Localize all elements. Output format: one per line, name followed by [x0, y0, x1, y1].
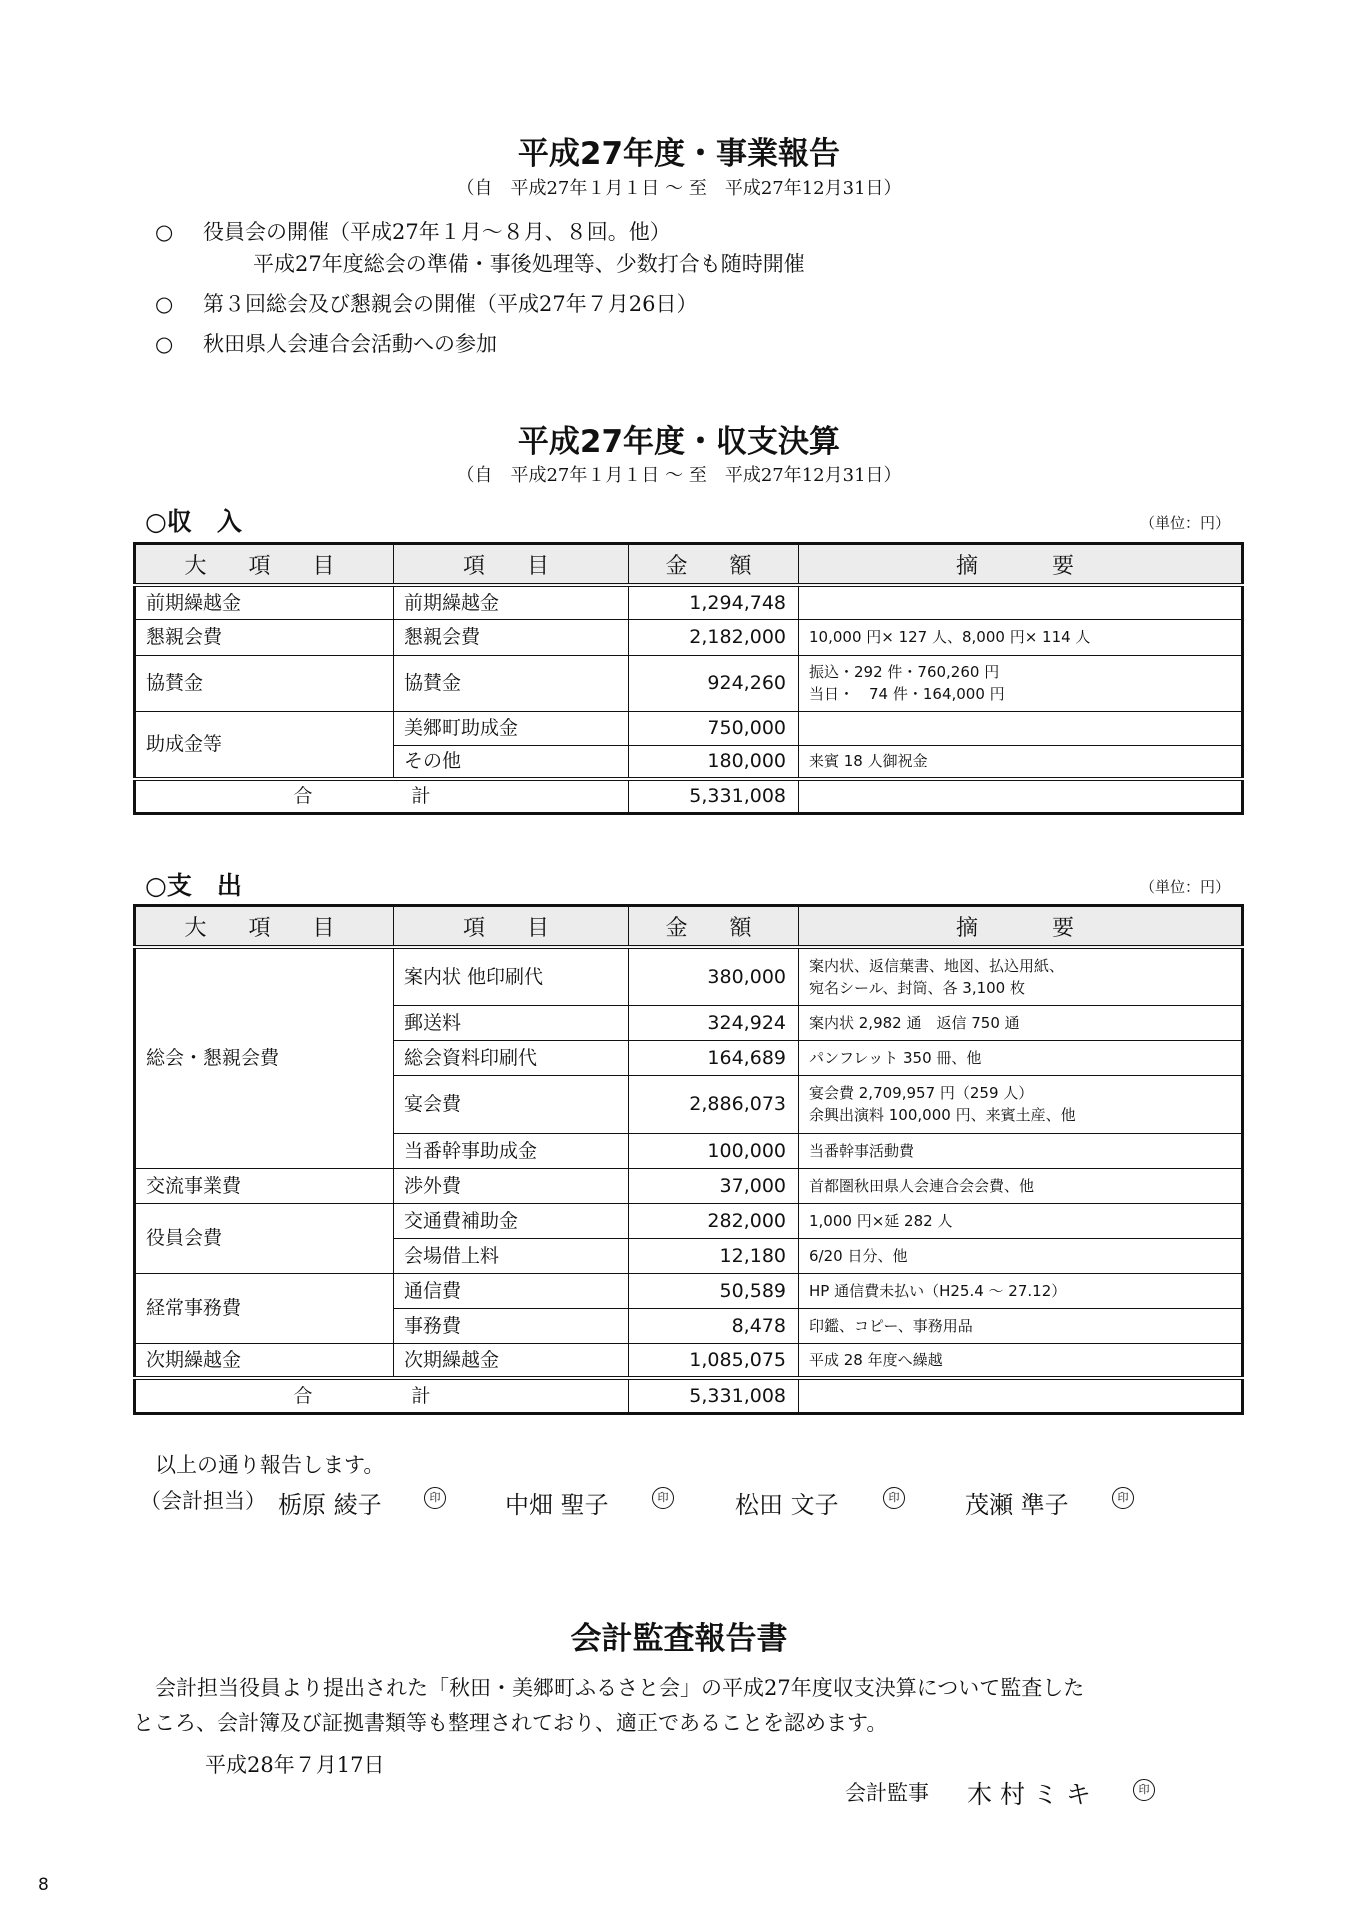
note-cell	[799, 1378, 1243, 1413]
category-cell: 助成金等	[135, 711, 394, 779]
note-cell: 10,000 円× 127 人、8,000 円× 114 人	[799, 619, 1243, 655]
note-line: 案内状、返信葉書、地図、払込用紙、	[809, 956, 1065, 975]
bullet-mark: ○	[155, 332, 174, 356]
signer-name: 栃原 綾子	[278, 1491, 382, 1519]
auditor-name: 木 村 ミ キ	[967, 1780, 1091, 1809]
note-cell: 当番幹事活動費	[799, 1133, 1243, 1168]
item-cell: 案内状 他印刷代	[394, 947, 629, 1005]
note-cell: パンフレット 350 冊、他	[799, 1040, 1243, 1075]
note-cell: 印鑑、コピー、事務用品	[799, 1308, 1243, 1343]
item-cell: 懇親会費	[394, 619, 629, 655]
amount-cell: 282,000	[629, 1203, 799, 1238]
report-item-text: 第３回総会及び懇親会の開催（平成27年７月26日）	[203, 292, 698, 316]
table-row	[135, 1168, 1243, 1203]
income-table	[133, 542, 1244, 815]
amount-cell: 180,000	[629, 745, 799, 779]
bullet-mark: ○	[155, 220, 174, 244]
note-line: 振込・292 件・760,260 円	[809, 663, 1000, 681]
note-cell	[799, 711, 1243, 745]
header-note: 摘 要	[799, 906, 1243, 948]
header-item: 項 目	[394, 906, 629, 948]
page-number: 8	[38, 1875, 49, 1895]
item-cell: 次期繰越金	[394, 1343, 629, 1378]
amount-cell: 100,000	[629, 1133, 799, 1168]
header-category: 大 項 目	[135, 906, 394, 948]
amount-cell: 12,180	[629, 1238, 799, 1273]
category-cell: 前期繰越金	[135, 585, 394, 619]
note-cell	[799, 1075, 1243, 1133]
total-amount: 5,331,008	[629, 1378, 799, 1413]
item-cell: 郵送料	[394, 1005, 629, 1040]
amount-cell: 37,000	[629, 1168, 799, 1203]
amount-cell: 2,886,073	[629, 1075, 799, 1133]
note-cell: 6/20 日分、他	[799, 1238, 1243, 1273]
amount-cell: 164,689	[629, 1040, 799, 1075]
signer-name: 中畑 聖子	[505, 1491, 609, 1519]
seal-mark: 印	[424, 1487, 446, 1509]
report-item	[155, 288, 697, 318]
category-cell: 総会・懇親会費	[135, 947, 394, 1168]
note-cell	[799, 779, 1243, 813]
table-header	[135, 544, 1243, 586]
signer-name: 茂瀬 準子	[965, 1491, 1069, 1519]
table-row	[135, 619, 1243, 655]
item-cell: 宴会費	[394, 1075, 629, 1133]
auditor-label: 会計監事	[845, 1781, 929, 1805]
header-amount: 金 額	[629, 544, 799, 586]
table-header	[135, 906, 1243, 948]
report-item	[155, 328, 497, 358]
table-row	[135, 947, 1243, 1005]
item-cell: 交通費補助金	[394, 1203, 629, 1238]
amount-cell: 50,589	[629, 1273, 799, 1308]
note-cell: 1,000 円×延 282 人	[799, 1203, 1243, 1238]
item-cell: 当番幹事助成金	[394, 1133, 629, 1168]
total-row	[135, 779, 1243, 813]
table-row	[135, 655, 1243, 711]
category-cell: 交流事業費	[135, 1168, 394, 1203]
note-line: 宛名シール、封筒、各 3,100 枚	[809, 978, 1025, 997]
header-amount: 金 額	[629, 906, 799, 948]
table-row	[135, 711, 1243, 745]
amount-cell: 324,924	[629, 1005, 799, 1040]
item-cell: 会場借上料	[394, 1238, 629, 1273]
header-category: 大 項 目	[135, 544, 394, 586]
amount-cell: 8,478	[629, 1308, 799, 1343]
note-cell	[799, 947, 1243, 1005]
item-cell: 前期繰越金	[394, 585, 629, 619]
note-line: 当日・ 74 件・164,000 円	[809, 685, 1005, 703]
amount-cell: 380,000	[629, 947, 799, 1005]
audit-text-line: ところ、会計簿及び証拠書類等も整理されており、適正であることを認めます。	[133, 1711, 888, 1735]
note-cell: 首都圏秋田県人会連合会会費、他	[799, 1168, 1243, 1203]
note-cell	[799, 655, 1243, 711]
header-item: 項 目	[394, 544, 629, 586]
item-cell: 事務費	[394, 1308, 629, 1343]
signers-label: （会計担当）	[140, 1489, 266, 1513]
report-title: 平成27年度・事業報告	[517, 136, 841, 172]
note-cell: HP 通信費未払い（H25.4 〜 27.12）	[799, 1273, 1243, 1308]
category-cell: 役員会費	[135, 1203, 394, 1273]
report-item-text: 役員会の開催（平成27年１月〜８月、８回。他）	[203, 220, 671, 244]
item-cell: 渉外費	[394, 1168, 629, 1203]
amount-cell: 924,260	[629, 655, 799, 711]
item-cell: 協賛金	[394, 655, 629, 711]
report-item	[155, 216, 671, 246]
seal-mark: 印	[1133, 1779, 1155, 1801]
report-item-text: 平成27年度総会の準備・事後処理等、少数打合も随時開催	[253, 252, 805, 276]
expense-table	[133, 904, 1244, 1415]
seal-mark: 印	[652, 1487, 674, 1509]
note-cell: 案内状 2,982 通 返信 750 通	[799, 1005, 1243, 1040]
note-line: 余興出演料 100,000 円、来賓土産、他	[809, 1106, 1076, 1124]
total-row	[135, 1378, 1243, 1413]
signer-name: 松田 文子	[735, 1491, 839, 1519]
audit-title: 会計監査報告書	[570, 1621, 788, 1657]
amount-cell: 1,294,748	[629, 585, 799, 619]
budget-period: （自 平成27年１月１日 〜 至 平成27年12月31日）	[456, 465, 902, 486]
amount-cell: 2,182,000	[629, 619, 799, 655]
bullet-mark: ○	[155, 292, 174, 316]
total-label: 合 計	[135, 779, 629, 813]
amount-cell: 750,000	[629, 711, 799, 745]
item-cell: 総会資料印刷代	[394, 1040, 629, 1075]
category-cell: 経常事務費	[135, 1273, 394, 1343]
report-item-text: 秋田県人会連合会活動への参加	[203, 332, 497, 356]
category-cell: 協賛金	[135, 655, 394, 711]
item-cell: その他	[394, 745, 629, 779]
seal-mark: 印	[883, 1487, 905, 1509]
audit-text-line: 会計担当役員より提出された「秋田・美郷町ふるさと会」の平成27年度収支決算について監査した	[155, 1676, 1085, 1700]
budget-title: 平成27年度・収支決算	[517, 424, 841, 460]
closing-text: 以上の通り報告します。	[155, 1453, 385, 1477]
table-row	[135, 1343, 1243, 1378]
table-row	[135, 1203, 1243, 1238]
amount-cell: 1,085,075	[629, 1343, 799, 1378]
category-cell: 懇親会費	[135, 619, 394, 655]
seal-mark: 印	[1112, 1487, 1134, 1509]
audit-date: 平成28年７月17日	[205, 1753, 385, 1777]
header-note: 摘 要	[799, 544, 1243, 586]
total-amount: 5,331,008	[629, 779, 799, 813]
report-item	[253, 248, 805, 278]
expense-unit: （単位：円）	[1140, 878, 1231, 896]
note-line: 宴会費 2,709,957 円（259 人）	[809, 1084, 1034, 1102]
income-unit: （単位：円）	[1140, 514, 1231, 532]
table-row	[135, 585, 1243, 619]
category-cell: 次期繰越金	[135, 1343, 394, 1378]
note-cell	[799, 585, 1243, 619]
item-cell: 通信費	[394, 1273, 629, 1308]
note-cell: 平成 28 年度へ繰越	[799, 1343, 1243, 1378]
report-period: （自 平成27年１月１日 〜 至 平成27年12月31日）	[456, 178, 902, 199]
item-cell: 美郷町助成金	[394, 711, 629, 745]
note-cell: 来賓 18 人御祝金	[799, 745, 1243, 779]
total-label: 合 計	[135, 1378, 629, 1413]
income-heading: ○収 入	[145, 507, 242, 536]
table-row	[135, 1273, 1243, 1308]
expense-heading: ○支 出	[145, 871, 242, 900]
